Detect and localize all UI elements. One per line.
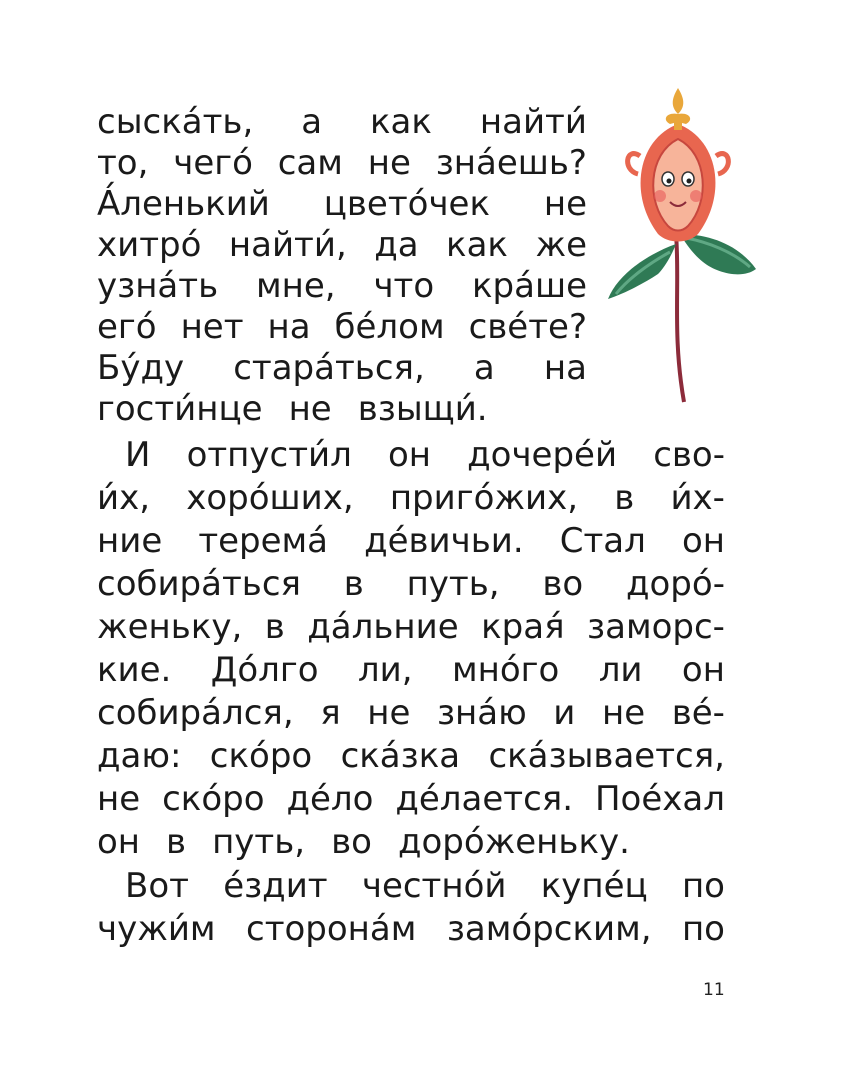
text-line: его́ нет на бе́лом све́те?: [97, 307, 587, 347]
text-line: даю: ско́ро ска́зка ска́зывается,: [97, 736, 725, 776]
fleur-crown: [673, 88, 684, 114]
right-cheek: [690, 190, 702, 202]
text-line: узна́ть мне, что кра́ше: [97, 266, 587, 306]
flower-stem: [676, 234, 684, 402]
text-line: сыска́ть, а как найти́: [97, 102, 587, 142]
text-line: он в путь, во доро́женьку.: [97, 822, 630, 862]
text-line: чужи́м сторона́м замо́рским, по: [97, 909, 725, 949]
text-line: Бу́ду стара́ться, а на: [97, 348, 587, 388]
text-line: гости́нце не взыщи́.: [97, 389, 488, 429]
text-line: женьку, в да́льние края́ заморс-: [97, 607, 725, 647]
text-line: собира́ться в путь, во доро́-: [97, 564, 725, 604]
text-line: Вот е́здит честно́й купе́ц по: [125, 866, 725, 906]
right-curl: [716, 154, 728, 174]
text-line: кие. До́лго ли, мно́го ли он: [97, 650, 725, 690]
text-line: и́х, хоро́ших, приго́жих, в и́х-: [97, 478, 725, 518]
text-line: собира́лся, я не зна́ю и не ве́-: [97, 693, 725, 733]
left-curl: [628, 154, 640, 174]
page-number: 11: [703, 980, 725, 1000]
text-line: ние терема́ де́вичьи. Стал он: [97, 521, 725, 561]
text-line: то, чего́ сам не зна́ешь?: [97, 143, 587, 183]
text-line: хитро́ найти́, да как же: [97, 225, 587, 265]
text-line: не ско́ро де́ло де́лается. Пое́хал: [97, 779, 725, 819]
left-cheek: [654, 190, 666, 202]
scarlet-flower-illustration: [588, 84, 768, 414]
text-line: И отпусти́л он дочере́й сво-: [125, 435, 725, 475]
text-line: А́ленький цвето́чек не: [97, 184, 587, 224]
